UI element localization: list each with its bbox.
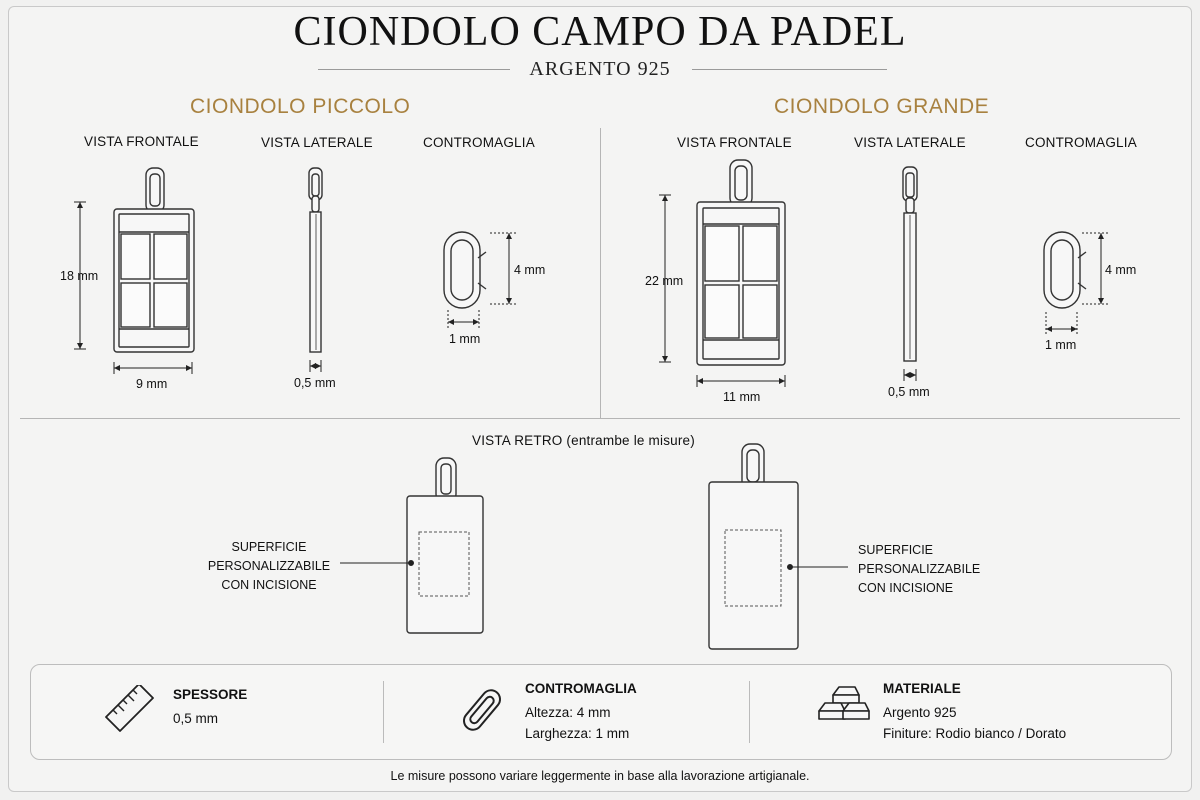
small-link-view-label: CONTROMAGLIA bbox=[423, 135, 535, 150]
small-link-width-dimension: 1 mm bbox=[449, 332, 481, 346]
large-side-view-label: VISTA LATERALE bbox=[854, 135, 966, 150]
small-side-view bbox=[309, 168, 322, 352]
large-pendant-title: CIONDOLO GRANDE bbox=[774, 95, 990, 118]
page-title: CIONDOLO CAMPO DA PADEL bbox=[293, 9, 907, 55]
back-view-label: VISTA RETRO (entrambe le misure) bbox=[472, 433, 695, 448]
spec-finish-value: Finiture: Rodio bianco / Dorato bbox=[883, 726, 1067, 741]
small-height-dimension: 18 mm bbox=[60, 269, 99, 283]
footer-note: Le misure possono variare leggermente in base alla lavorazione artigianale. bbox=[390, 769, 810, 783]
small-front-view bbox=[114, 168, 194, 352]
small-back-view bbox=[407, 458, 483, 633]
engraving-note-right-line: CON INCISIONE bbox=[858, 581, 954, 595]
large-side-dimensions bbox=[904, 369, 916, 381]
small-link-view bbox=[444, 232, 486, 308]
ruler-icon bbox=[103, 685, 157, 733]
spec-material-value: Argento 925 bbox=[883, 705, 957, 720]
large-thickness-dimension: 0,5 mm bbox=[888, 385, 930, 399]
page-subtitle: ARGENTO 925 bbox=[529, 58, 671, 80]
chain-link-icon bbox=[457, 685, 507, 735]
specs-divider bbox=[749, 681, 750, 743]
engraving-note-left-line: CON INCISIONE bbox=[221, 578, 317, 592]
large-side-view bbox=[903, 167, 917, 361]
spec-thickness-title: SPESSORE bbox=[173, 687, 248, 702]
silver-bars-icon bbox=[815, 683, 873, 729]
spec-thickness-value: 0,5 mm bbox=[173, 711, 219, 726]
large-link-view bbox=[1044, 232, 1086, 308]
large-back-view bbox=[709, 444, 798, 649]
large-link-height-dimension: 4 mm bbox=[1105, 263, 1137, 277]
small-side-dimensions bbox=[310, 360, 321, 372]
spec-material-title: MATERIALE bbox=[883, 681, 961, 696]
engraving-note-left-line: PERSONALIZZABILE bbox=[207, 559, 331, 573]
engraving-note-left-line: SUPERFICIE bbox=[231, 540, 307, 554]
large-link-width-dimension: 1 mm bbox=[1045, 338, 1077, 352]
spec-link-height: Altezza: 4 mm bbox=[525, 705, 611, 720]
small-back-callout bbox=[340, 561, 414, 566]
large-width-dimension: 11 mm bbox=[723, 390, 761, 404]
large-front-view bbox=[697, 160, 785, 365]
large-link-view-label: CONTROMAGLIA bbox=[1025, 135, 1137, 150]
spec-link-width: Larghezza: 1 mm bbox=[525, 726, 630, 741]
small-front-view-label: VISTA FRONTALE bbox=[84, 134, 199, 149]
spec-link-title: CONTROMAGLIA bbox=[525, 681, 637, 696]
large-front-view-label: VISTA FRONTALE bbox=[677, 135, 792, 150]
small-pendant-title: CIONDOLO PICCOLO bbox=[190, 95, 411, 118]
engraving-note-right-line: PERSONALIZZABILE bbox=[858, 562, 981, 576]
small-link-height-dimension: 4 mm bbox=[514, 263, 546, 277]
small-thickness-dimension: 0,5 mm bbox=[294, 376, 336, 390]
specs-bar bbox=[30, 664, 1172, 760]
small-width-dimension: 9 mm bbox=[136, 377, 168, 391]
small-side-view-label: VISTA LATERALE bbox=[261, 135, 373, 150]
specs-divider bbox=[383, 681, 384, 743]
large-height-dimension: 22 mm bbox=[645, 274, 684, 288]
engraving-note-right-line: SUPERFICIE bbox=[858, 543, 934, 557]
